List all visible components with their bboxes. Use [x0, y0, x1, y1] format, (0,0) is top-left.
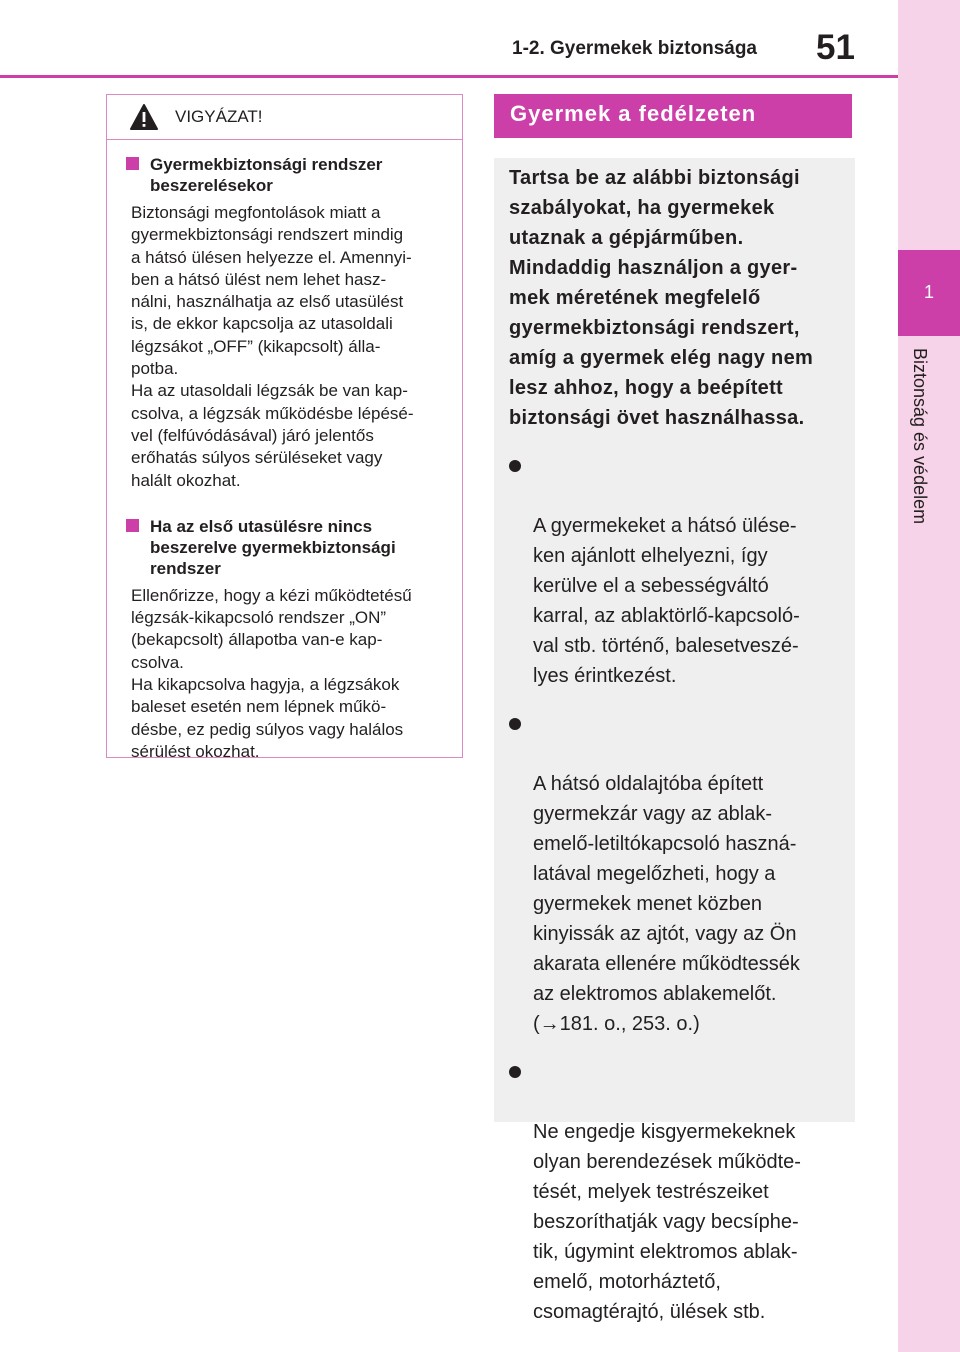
section-intro: Tartsa be az alábbi biztonsági szabályokat, ha gyermekek utaznak a gépjárműben. Mindaddig használjon a gyer- mek méretének megfelelő gyermekbiztonsági rendszert, amíg a gyermek elég nagy nem lesz ahhoz, hogy a beépített biztonsági övet használhassa.	[509, 167, 814, 429]
chapter-title: 1-2. Gyermekek biztonsága	[512, 38, 757, 59]
caution-heading	[125, 516, 446, 579]
caution-heading-text: Gyermekbiztonsági rendszer beszerelésekor	[150, 155, 383, 195]
list-item	[509, 709, 837, 1039]
page-number: 51	[816, 28, 855, 67]
square-bullet-icon	[126, 519, 139, 532]
section-title-bar	[494, 94, 852, 138]
caution-heading	[125, 154, 446, 196]
side-tab-number: 1	[923, 282, 934, 302]
caution-heading-text: Ha az első utasülésre nincs beszerelve gyermekbiztonsági rendszer	[150, 516, 396, 578]
bullet-dot-icon	[509, 460, 521, 472]
caution-paragraph: Biztonsági megfontolások miatt a gyermekbiztonsági rendszert mindig a hátsó ülésen helyezze el. Amennyi- ben a hátsó ülést nem lehet hasz- nálni, használhatja az első utasülést is, de ekkor kapcsolja az utasoldali légzsákot „OFF” (kikapcsolt) álla- potba. Ha az utasoldali légzsák be van kap- csolva, a légzsák működésbe lépésé- vel (felfúvódásával) járó jelentős erőhatás súlyos sérüléseket vagy halált okozhat.	[131, 203, 414, 490]
list-item-text: A gyermekeket a hátsó ülése- ken ajánlott elhelyezni, így kerülve el a sebességváltó karral, az ablaktörlő-kapcsoló- val stb. történő, balesetveszé- lyes érintkezést.	[533, 515, 800, 687]
side-tab	[898, 0, 960, 1352]
caution-box	[106, 94, 463, 761]
caution-header	[107, 95, 462, 140]
bullet-dot-icon	[509, 718, 521, 730]
list-item-text: A hátsó oldalajtóba épített gyermekzár vagy az ablak- emelő-letiltókapcsoló haszná- latával megelőzheti, hogy a gyermekek menet közben kinyissák az ajtót, vagy az Ön akarata ellenére működtessék az elektromos ablakemelőt. (→181. o., 253. o.)	[533, 773, 800, 1035]
list-item	[509, 451, 837, 691]
bullet-dot-icon	[509, 1066, 521, 1078]
list-item	[509, 1057, 837, 1327]
side-tab-label: Biztonság és védelem	[910, 348, 930, 525]
section-panel	[494, 158, 855, 1323]
caution-paragraph: Ellenőrizze, hogy a kézi működtetésű légzsák-kikapcsoló rendszer „ON” (bekapcsolt) állapotba van-e kap- csolva. Ha kikapcsolva hagyja, a légzsákok baleset esetén nem lépnek műkö- désbe, ez pedig súlyos vagy halálos sérülést okozhat.	[131, 585, 412, 761]
warning-triangle-icon	[129, 103, 159, 131]
square-bullet-icon	[126, 157, 139, 170]
list-item-text: Ne engedje kisgyermekeknek olyan berendezések működte- tését, melyek testrészeiket beszoríthatják vagy becsíphe- tik, úgymint elektromos ablak- emelő, motorháztető, csomagtérajtó, ülések stb.	[533, 1121, 801, 1323]
header-divider	[0, 75, 898, 78]
section-title: Gyermek a fedélzeten	[510, 101, 757, 126]
caution-title: VIGYÁZAT!	[175, 107, 263, 126]
